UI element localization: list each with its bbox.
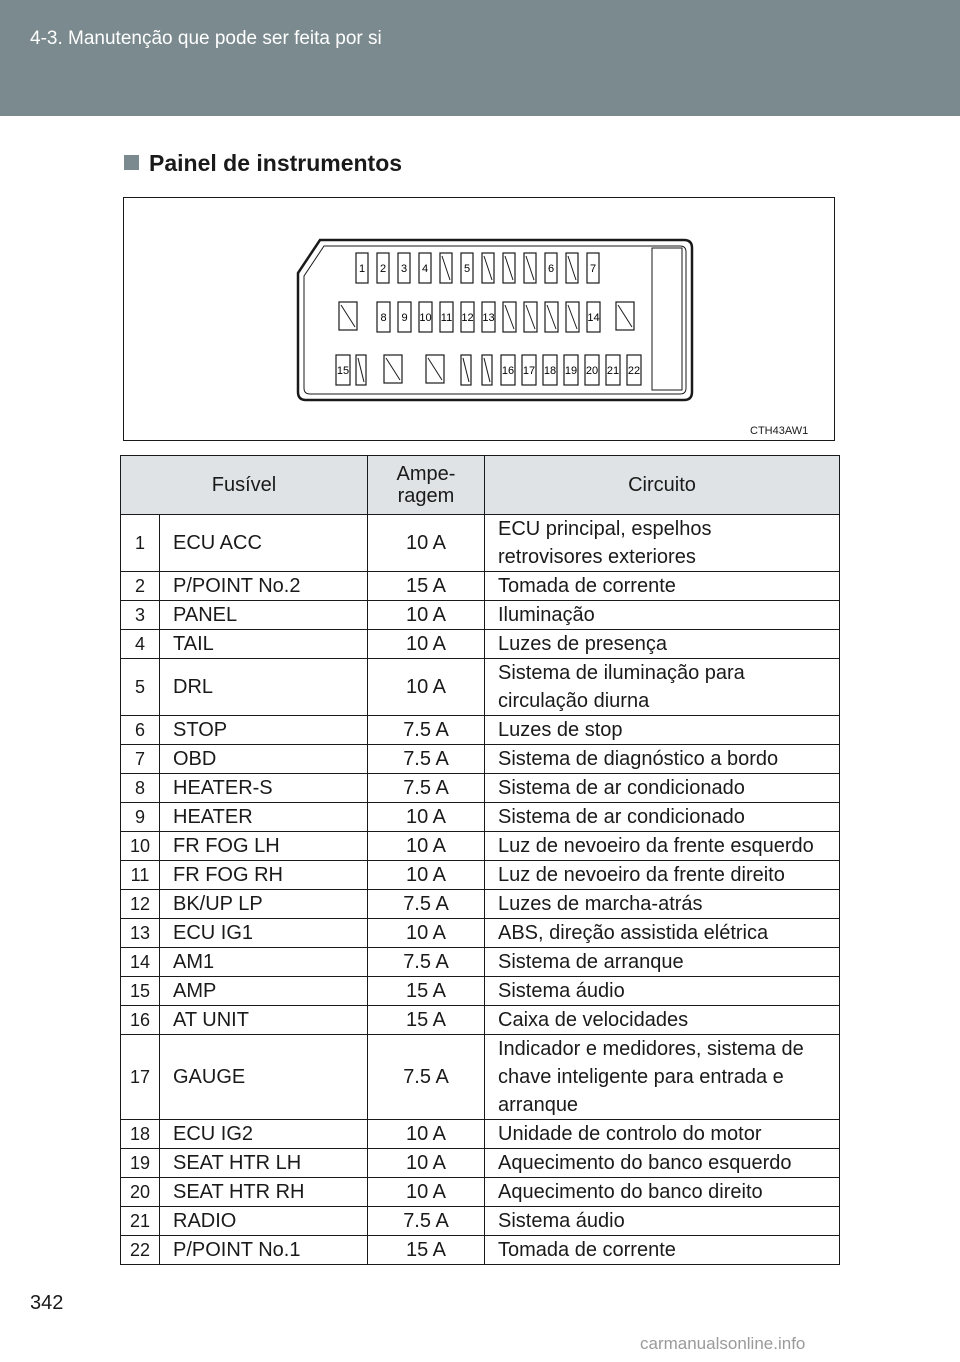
fuse-name: ECU IG1 <box>160 919 368 948</box>
fuse-amperage: 10 A <box>368 630 485 659</box>
circuit-line: ECU principal, espelhos <box>498 518 712 540</box>
fuse-number: 21 <box>121 1207 160 1236</box>
fuse-name: TAIL <box>160 630 368 659</box>
table-row <box>121 1006 840 1035</box>
fuse-name: HEATER-S <box>160 774 368 803</box>
section-title <box>124 150 402 177</box>
fuse-circuit <box>485 572 840 601</box>
circuit-line: Tomada de corrente <box>498 1239 676 1261</box>
fuse-number: 3 <box>121 601 160 630</box>
fuse-number: 8 <box>121 774 160 803</box>
fuse-number: 16 <box>121 1006 160 1035</box>
fuse-number: 14 <box>121 948 160 977</box>
fuse-slot-label: 13 <box>482 312 495 324</box>
circuit-line: chave inteligente para entrada e <box>498 1066 784 1088</box>
section-header: 4-3. Manutenção que pode ser feita por si <box>30 28 382 49</box>
fuse-circuit <box>485 1149 840 1178</box>
table-row <box>121 1035 840 1120</box>
table-row <box>121 515 840 572</box>
fuse-number: 11 <box>121 861 160 890</box>
circuit-line: retrovisores exteriores <box>498 546 696 568</box>
table-row <box>121 1178 840 1207</box>
fuse-amperage: 7.5 A <box>368 745 485 774</box>
fuse-slot-label: 19 <box>564 365 578 377</box>
fuse-name: AMP <box>160 977 368 1006</box>
fuse-slot-label: 3 <box>400 263 408 275</box>
header-amperage <box>368 456 485 515</box>
fuse-slot-label: 10 <box>419 312 432 324</box>
fuse-number: 6 <box>121 716 160 745</box>
fuse-amperage: 10 A <box>368 861 485 890</box>
fuse-name: HEATER <box>160 803 368 832</box>
section-title-text: Painel de instrumentos <box>149 150 403 176</box>
circuit-line: Sistema áudio <box>498 980 625 1002</box>
header-circuit: Circuito <box>485 456 840 515</box>
table-row <box>121 861 840 890</box>
circuit-line: Tomada de corrente <box>498 575 676 597</box>
circuit-line: Luz de nevoeiro da frente direito <box>498 864 785 886</box>
fuse-name: DRL <box>160 659 368 716</box>
table-row <box>121 977 840 1006</box>
fuse-circuit <box>485 745 840 774</box>
fuse-table <box>120 455 840 1265</box>
table-row <box>121 659 840 716</box>
fuse-amperage: 15 A <box>368 572 485 601</box>
table-row <box>121 1207 840 1236</box>
fuse-name: STOP <box>160 716 368 745</box>
circuit-line: Luz de nevoeiro da frente esquerdo <box>498 835 814 857</box>
fuse-amperage: 10 A <box>368 803 485 832</box>
fuse-number: 4 <box>121 630 160 659</box>
fuse-slot-label: 18 <box>543 365 557 377</box>
fuse-circuit <box>485 919 840 948</box>
fuse-circuit <box>485 890 840 919</box>
watermark: carmanualsonline.info <box>640 1334 806 1353</box>
fuse-name: FR FOG LH <box>160 832 368 861</box>
fuse-name: OBD <box>160 745 368 774</box>
fuse-amperage: 10 A <box>368 1178 485 1207</box>
fuse-number: 17 <box>121 1035 160 1120</box>
fuse-name: PANEL <box>160 601 368 630</box>
fuse-slot-label: 21 <box>606 365 620 377</box>
fuse-number: 13 <box>121 919 160 948</box>
fuse-circuit <box>485 1236 840 1265</box>
fuse-slot-label: 7 <box>589 263 597 275</box>
fuse-box-diagram <box>124 198 834 440</box>
fuse-number: 7 <box>121 745 160 774</box>
fuse-number: 10 <box>121 832 160 861</box>
fuse-name: P/POINT No.1 <box>160 1236 368 1265</box>
fuse-circuit <box>485 861 840 890</box>
circuit-line: Unidade de controlo do motor <box>498 1123 762 1145</box>
fuse-amperage: 10 A <box>368 515 485 572</box>
fuse-amperage: 15 A <box>368 1006 485 1035</box>
fuse-amperage: 10 A <box>368 832 485 861</box>
table-row <box>121 948 840 977</box>
circuit-line: Indicador e medidores, sistema de <box>498 1038 804 1060</box>
fuse-amperage: 15 A <box>368 1236 485 1265</box>
fuse-name: SEAT HTR LH <box>160 1149 368 1178</box>
fuse-amperage: 7.5 A <box>368 1207 485 1236</box>
fuse-amperage: 10 A <box>368 1149 485 1178</box>
fuse-amperage: 10 A <box>368 659 485 716</box>
fuse-name: RADIO <box>160 1207 368 1236</box>
fuse-slot-label: 1 <box>358 263 366 275</box>
fuse-circuit <box>485 774 840 803</box>
fuse-circuit <box>485 832 840 861</box>
fuse-circuit <box>485 948 840 977</box>
circuit-line: ABS, direção assistida elétrica <box>498 922 769 944</box>
table-row <box>121 572 840 601</box>
circuit-line: Iluminação <box>498 604 595 626</box>
fuse-number: 1 <box>121 515 160 572</box>
fuse-slot-label: 15 <box>336 365 350 377</box>
fuse-circuit <box>485 803 840 832</box>
header-amperage-line2: ragem <box>397 485 455 507</box>
table-row <box>121 774 840 803</box>
fuse-number: 9 <box>121 803 160 832</box>
table-header-row <box>121 456 840 515</box>
fuse-amperage: 7.5 A <box>368 774 485 803</box>
fuse-amperage: 10 A <box>368 919 485 948</box>
fuse-slot-label: 4 <box>421 263 429 275</box>
fuse-number: 12 <box>121 890 160 919</box>
fuse-number: 22 <box>121 1236 160 1265</box>
circuit-line: Luzes de marcha-atrás <box>498 893 703 915</box>
fuse-name: ECU ACC <box>160 515 368 572</box>
circuit-line: Luzes de presença <box>498 633 668 655</box>
fuse-slot-label: 12 <box>461 312 474 324</box>
fuse-name: FR FOG RH <box>160 861 368 890</box>
fuse-circuit <box>485 659 840 716</box>
fuse-name: AT UNIT <box>160 1006 368 1035</box>
fuse-number: 19 <box>121 1149 160 1178</box>
fuse-number: 20 <box>121 1178 160 1207</box>
fuse-amperage: 10 A <box>368 601 485 630</box>
fuse-number: 2 <box>121 572 160 601</box>
fuse-name: SEAT HTR RH <box>160 1178 368 1207</box>
fuse-amperage: 15 A <box>368 977 485 1006</box>
circuit-line: Aquecimento do banco direito <box>498 1181 763 1203</box>
fuse-circuit <box>485 1207 840 1236</box>
fuse-circuit <box>485 977 840 1006</box>
fuse-name: ECU IG2 <box>160 1120 368 1149</box>
circuit-line: Caixa de velocidades <box>498 1009 689 1031</box>
fuse-circuit <box>485 1120 840 1149</box>
fuse-circuit <box>485 716 840 745</box>
circuit-line: Sistema de ar condicionado <box>498 806 745 828</box>
fuse-box-figure <box>123 197 835 441</box>
table-row <box>121 890 840 919</box>
table-row <box>121 803 840 832</box>
fuse-circuit <box>485 1035 840 1120</box>
fuse-slot-label: 9 <box>401 312 408 324</box>
fuse-amperage: 7.5 A <box>368 716 485 745</box>
fuse-amperage: 7.5 A <box>368 948 485 977</box>
figure-code: CTH43AW1 <box>750 425 809 437</box>
fuse-circuit <box>485 1006 840 1035</box>
circuit-line: Luzes de stop <box>498 719 623 741</box>
fuse-circuit <box>485 630 840 659</box>
circuit-line: Sistema de diagnóstico a bordo <box>498 748 779 770</box>
circuit-line: circulação diurna <box>498 690 650 712</box>
fuse-name: BK/UP LP <box>160 890 368 919</box>
fuse-slot-label: 14 <box>587 312 600 324</box>
fuse-slot-label: 8 <box>380 312 387 324</box>
circuit-line: Sistema de iluminação para <box>498 662 745 684</box>
fuse-circuit <box>485 1178 840 1207</box>
fuse-slot-label: 6 <box>547 263 555 275</box>
fuse-slot-label: 22 <box>627 365 641 377</box>
fuse-name: GAUGE <box>160 1035 368 1120</box>
table-row <box>121 716 840 745</box>
table-row <box>121 1120 840 1149</box>
table-row <box>121 601 840 630</box>
circuit-line: Sistema áudio <box>498 1210 625 1232</box>
circuit-line: Sistema de arranque <box>498 951 684 973</box>
header-band <box>0 0 960 116</box>
square-bullet-icon <box>124 155 139 170</box>
fuse-number: 5 <box>121 659 160 716</box>
fuse-circuit <box>485 515 840 572</box>
header-amperage-line1: Ampe- <box>396 463 456 485</box>
fuse-name: P/POINT No.2 <box>160 572 368 601</box>
circuit-line: arranque <box>498 1094 579 1116</box>
fuse-amperage: 7.5 A <box>368 890 485 919</box>
fuse-amperage: 7.5 A <box>368 1035 485 1120</box>
fuse-slot-label: 20 <box>585 365 599 377</box>
table-row <box>121 630 840 659</box>
header-fuse: Fusível <box>121 456 368 515</box>
table-row <box>121 1236 840 1265</box>
table-row <box>121 1149 840 1178</box>
fuse-name: AM1 <box>160 948 368 977</box>
table-row <box>121 919 840 948</box>
table-row <box>121 745 840 774</box>
fuse-slot-label: 17 <box>522 365 536 377</box>
fuse-slot-label: 5 <box>463 263 471 275</box>
fuse-number: 18 <box>121 1120 160 1149</box>
fuse-circuit <box>485 601 840 630</box>
fuse-slot-label: 11 <box>440 312 453 324</box>
circuit-line: Sistema de ar condicionado <box>498 777 745 799</box>
circuit-line: Aquecimento do banco esquerdo <box>498 1152 792 1174</box>
fuse-amperage: 10 A <box>368 1120 485 1149</box>
fuse-slot-label: 2 <box>379 263 387 275</box>
page-number: 342 <box>30 1292 64 1314</box>
fuse-slot-label: 16 <box>501 365 515 377</box>
fuse-number: 15 <box>121 977 160 1006</box>
table-row <box>121 832 840 861</box>
